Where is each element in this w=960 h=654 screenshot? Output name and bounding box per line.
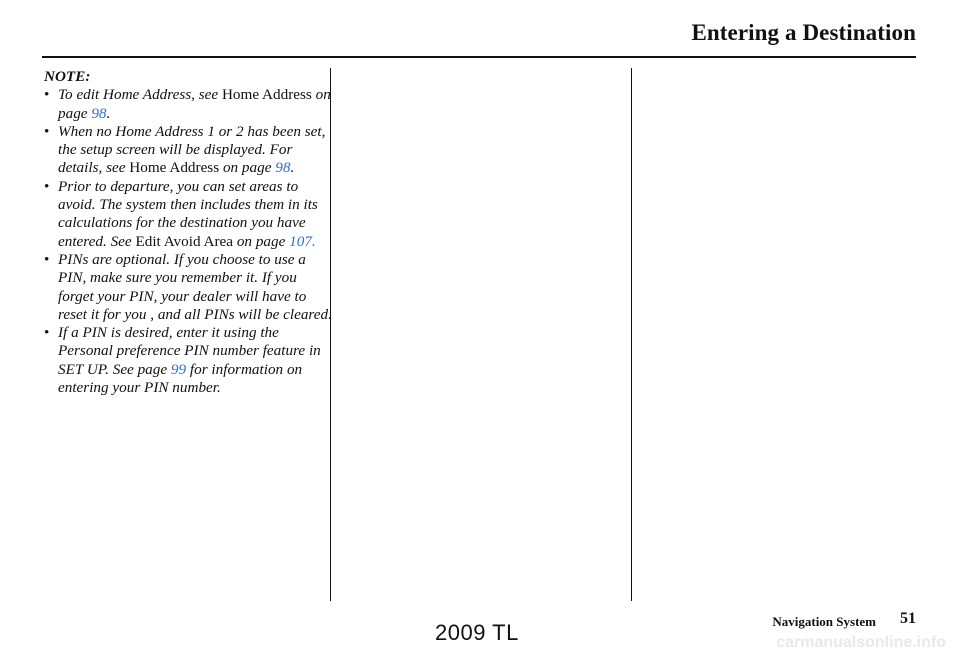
note-item — [44, 178, 334, 251]
note-text: . — [106, 104, 111, 122]
footer-section-name: Navigation System — [772, 614, 876, 629]
note-text: on page — [233, 232, 290, 250]
note-text: on page — [219, 159, 276, 177]
title-rule — [42, 56, 916, 58]
bullet-icon: • — [44, 250, 50, 268]
page-title: Entering a Destination — [691, 20, 916, 45]
section-reference: Edit Avoid Area — [135, 232, 234, 250]
note-text: PINs are optional. If you choose to use a PIN, make sure you remember it. If you forget your PIN, your dealer will have to reset it for you , and all PINs will be cleared. — [58, 250, 332, 323]
section-reference: Home Address — [129, 159, 220, 177]
bullet-icon: • — [44, 324, 50, 342]
column-divider-right — [631, 68, 632, 601]
model-watermark: 2009 TL — [435, 620, 519, 645]
site-watermark: carmanualsonline.info — [776, 634, 946, 651]
note-item — [44, 251, 334, 324]
note-text: To edit Home Address, see — [58, 86, 222, 104]
note-text: for information on entering your PIN number. — [58, 360, 303, 397]
page-link[interactable]: 98 — [275, 159, 291, 177]
page-link[interactable]: 98 — [91, 104, 107, 122]
note-text: on page — [58, 86, 331, 122]
bullet-icon: • — [44, 122, 50, 140]
notes-block — [44, 68, 334, 397]
footer-page-number: 51 — [900, 610, 916, 627]
note-text: Prior to departure, you can set areas to avoid. The system then includes them in its calculations for the destination you have entered. See — [58, 177, 318, 250]
page-link[interactable]: 107. — [289, 232, 316, 250]
note-text: . — [290, 159, 295, 177]
notes-heading: NOTE: — [44, 68, 91, 85]
note-text: When no Home Address 1 or 2 has been set, the setup screen will be displayed. For details, see — [58, 122, 326, 177]
bullet-icon: • — [44, 177, 50, 195]
notes-list — [44, 86, 334, 397]
note-text: If a PIN is desired, enter it using the Personal preference PIN number feature in SET UP. See page — [58, 324, 321, 378]
bullet-icon: • — [44, 86, 50, 104]
page-link[interactable]: 99 — [170, 360, 187, 378]
note-item — [44, 324, 334, 397]
section-reference: Home Address — [221, 86, 312, 104]
note-item — [44, 86, 334, 123]
note-item — [44, 123, 334, 178]
